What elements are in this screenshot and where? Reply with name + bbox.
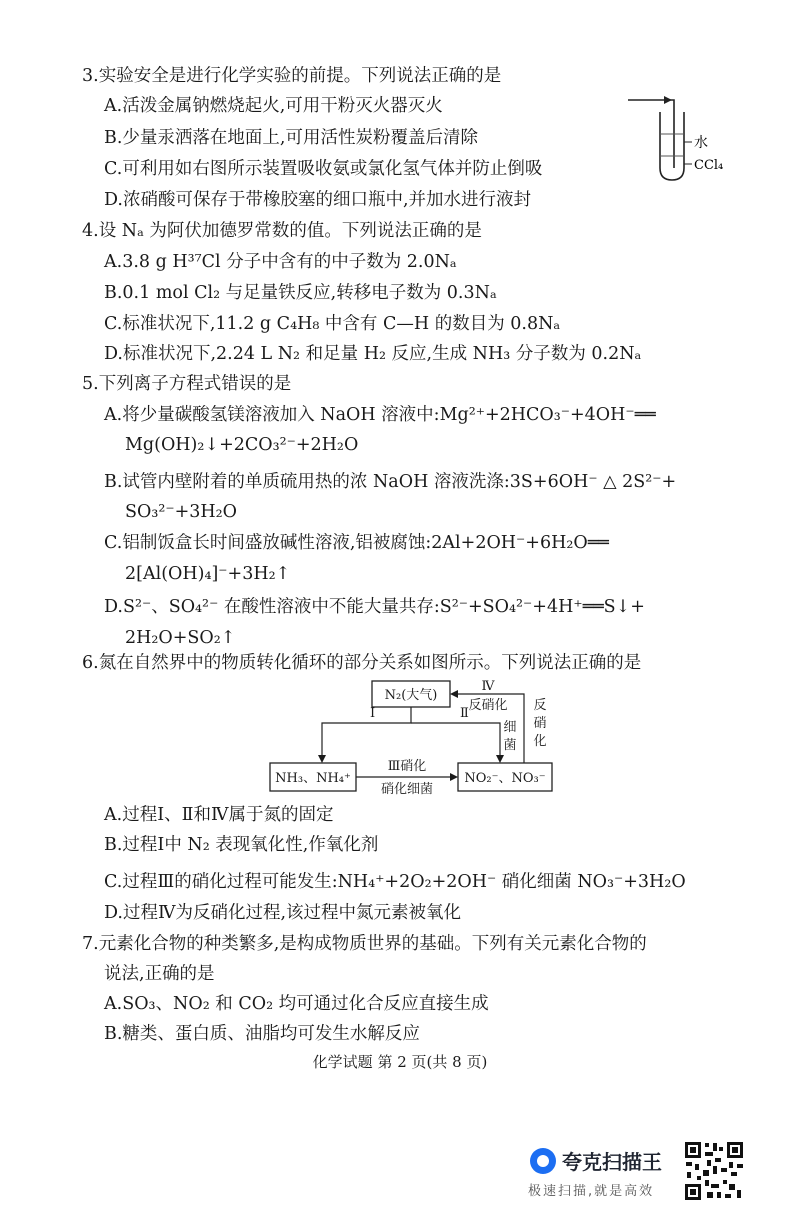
- q4-option-b: B.0.1 mol Cl₂ 与足量铁反应,转移电子数为 0.3Nₐ: [104, 283, 497, 303]
- ammonia-label: NH₃、NH₄⁺: [275, 771, 351, 786]
- q4-option-a: A.3.8 g H³⁷Cl 分子中含有的中子数为 2.0Nₐ: [104, 252, 457, 272]
- bacteria-vertical-char-2: 菌: [503, 738, 517, 753]
- q6-stem: [82, 651, 641, 675]
- scanner-logo-icon: [530, 1148, 556, 1174]
- process-2-label: Ⅱ: [460, 706, 469, 721]
- q6-option-c: C.过程Ⅲ的硝化过程可能发生:NH₄⁺+2O₂+2OH⁻ 硝化细菌 NO₃⁻+3H₂O: [104, 872, 686, 892]
- q3-option-d: D.浓硝酸可保存于带橡胶塞的细口瓶中,并加水进行液封: [104, 190, 532, 210]
- gas-absorption-tube-figure: [628, 94, 738, 184]
- process-2-arrow-icon: [496, 755, 504, 763]
- n2-atmosphere-label: N₂(大气): [384, 688, 438, 703]
- denit-vertical-char-2: 硝: [533, 716, 547, 731]
- scanner-slogan: 极速扫描,就是高效: [528, 1184, 655, 1199]
- q4-stem-text: 设 Nₐ 为阿伏加德罗常数的值。下列说法正确的是: [98, 221, 482, 241]
- q6-option-b: B.过程Ⅰ中 N₂ 表现氧化性,作氧化剂: [104, 835, 379, 855]
- q4-option-c: C.标准状况下,11.2 g C₄H₈ 中含有 C—H 的数目为 0.8Nₐ: [104, 314, 561, 334]
- q6-option-a: A.过程Ⅰ、Ⅱ和Ⅳ属于氮的固定: [104, 805, 334, 825]
- inlet-arrow-icon: [664, 96, 672, 104]
- scanner-brand-name: 夸克扫描王: [562, 1150, 662, 1174]
- scanner-watermark: [522, 1138, 682, 1208]
- process-1-line: [322, 707, 411, 759]
- process-3-bacteria-label: 硝化细菌: [380, 782, 434, 797]
- q5-option-b-line1: B.试管内壁附着的单质硫用热的浓 NaOH 溶液洗涤:3S+6OH⁻ △ 2S²⁻+: [104, 472, 677, 492]
- process-2-line: [411, 723, 500, 759]
- q6-stem-text: 氮在自然界中的物质转化循环的部分关系如图所示。下列说法正确的是: [98, 653, 642, 673]
- process-3-label: Ⅲ硝化: [387, 759, 427, 774]
- process-1-label: Ⅰ: [370, 706, 376, 721]
- q7-stem-line2: 说法,正确的是: [104, 964, 215, 984]
- nitrogen-cycle-diagram: [260, 675, 560, 797]
- q5-option-a-line2: Mg(OH)₂↓+2CO₃²⁻+2H₂O: [125, 435, 359, 455]
- process-4-arrow-icon: [450, 690, 458, 698]
- q5-option-c-line1: C.铝制饭盒长时间盛放碱性溶液,铝被腐蚀:2Al+2OH⁻+6H₂O══: [104, 533, 609, 553]
- ccl4-label: CCl₄: [694, 158, 724, 173]
- q7-number: 7.: [82, 934, 99, 954]
- q7-option-b: B.糖类、蛋白质、油脂均可发生水解反应: [104, 1024, 420, 1044]
- q5-option-c-line2: 2[Al(OH)₄]⁻+3H₂↑: [125, 564, 291, 584]
- q7-stem-text: 元素化合物的种类繁多,是构成物质世界的基础。下列有关元素化合物的: [98, 934, 647, 954]
- process-1-arrow-icon: [318, 755, 326, 763]
- bacteria-vertical-char-1: 细: [503, 720, 517, 735]
- process-4-label: Ⅳ: [481, 679, 495, 694]
- q5-stem-text: 下列离子方程式错误的是: [98, 374, 292, 394]
- q3-option-c: C.可利用如右图所示装置吸收氨或氯化氢气体并防止倒吸: [104, 159, 543, 179]
- q3-option-b: B.少量汞洒落在地面上,可用活性炭粉覆盖后清除: [104, 128, 478, 148]
- q7-stem-line1: [82, 932, 647, 956]
- q5-option-d-line1: D.S²⁻、SO₄²⁻ 在酸性溶液中不能大量共存:S²⁻+SO₄²⁻+4H⁺══S↓+: [104, 597, 645, 617]
- process-4-denitrification-label: 反硝化: [468, 698, 508, 713]
- q3-option-a: A.活泼金属钠燃烧起火,可用干粉灭火器灭火: [104, 96, 443, 116]
- water-label: 水: [694, 135, 708, 151]
- q5-number: 5.: [82, 374, 99, 394]
- denit-vertical-char-1: 反: [533, 698, 547, 713]
- denit-vertical-char-3: 化: [533, 734, 547, 749]
- q4-option-d: D.标准状况下,2.24 L N₂ 和足量 H₂ 反应,生成 NH₃ 分子数为 0.2Nₐ: [104, 344, 642, 364]
- q3-stem-text: 实验安全是进行化学实验的前提。下列说法正确的是: [98, 66, 502, 86]
- nitrite-nitrate-label: NO₂⁻、NO₃⁻: [464, 771, 546, 786]
- test-tube: [660, 112, 684, 180]
- q5-option-b-line2: SO₃²⁻+3H₂O: [125, 502, 238, 522]
- q6-option-d: D.过程Ⅳ为反硝化过程,该过程中氮元素被氧化: [104, 903, 462, 923]
- q4-stem: [82, 219, 482, 243]
- q6-number: 6.: [82, 653, 99, 673]
- process-3-arrow-icon: [450, 773, 458, 781]
- q5-stem: [82, 372, 291, 396]
- q4-number: 4.: [82, 221, 99, 241]
- qr-code-icon: [683, 1140, 745, 1202]
- q5-option-a-line1: A.将少量碳酸氢镁溶液加入 NaOH 溶液中:Mg²⁺+2HCO₃⁻+4OH⁻══: [104, 405, 656, 425]
- q3-stem: [82, 64, 501, 88]
- page-footer: 化学试题 第 2 页(共 8 页): [312, 1053, 488, 1071]
- q3-number: 3.: [82, 66, 99, 86]
- q5-option-d-line2: 2H₂O+SO₂↑: [125, 628, 236, 648]
- q7-option-a: A.SO₃、NO₂ 和 CO₂ 均可通过化合反应直接生成: [104, 994, 489, 1014]
